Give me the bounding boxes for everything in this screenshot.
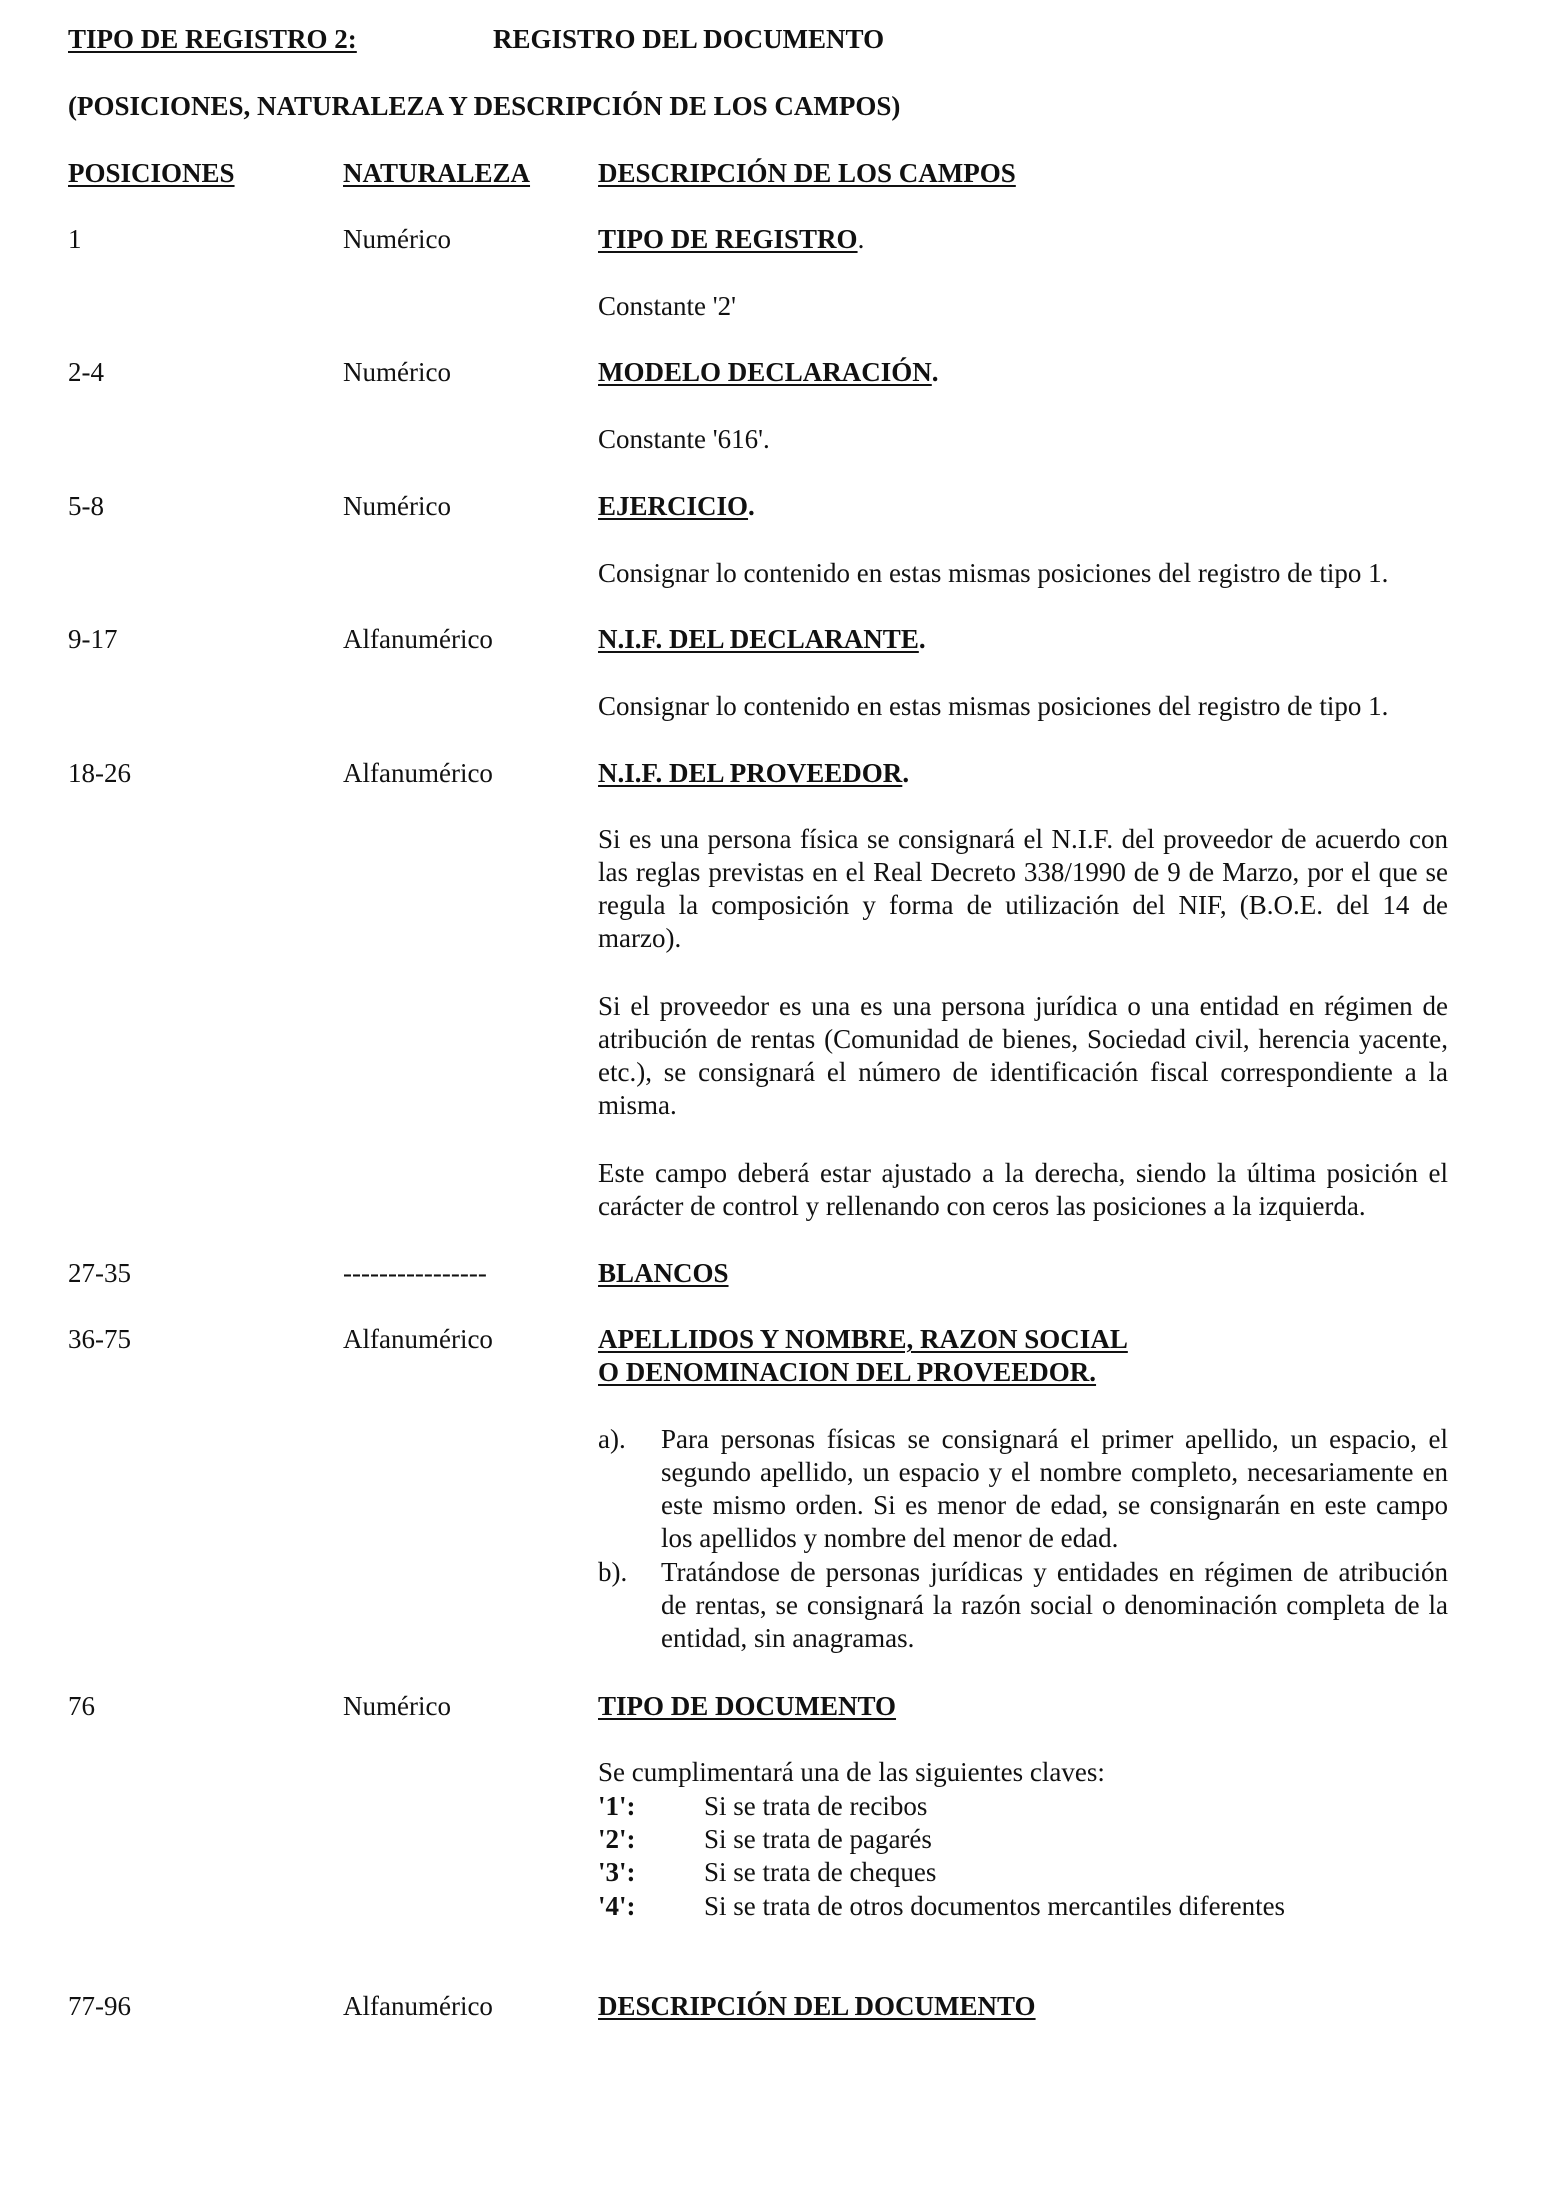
field-nature: Numérico bbox=[343, 491, 451, 521]
field-position: 1 bbox=[68, 224, 82, 254]
field-nature: Alfanumérico bbox=[343, 624, 493, 654]
field-nature: ---------------- bbox=[343, 1258, 487, 1288]
field-nature: Numérico bbox=[343, 357, 451, 387]
field-description-paragraph: Si es una persona física se consignará el N.I.F. del proveedor de acuerdo con las reglas previstas en el Real Decreto 338/1990 de 9 de Marzo, por el que se regula la composición y forma de utilización del NIF, (B.O.E. del 14 de marzo). bbox=[598, 824, 1448, 953]
field-title: BLANCOS bbox=[598, 1258, 729, 1288]
key-meaning: Si se trata de cheques bbox=[704, 1857, 937, 1887]
field-position: 77-96 bbox=[68, 1991, 131, 2021]
list-marker: b). bbox=[598, 1557, 628, 1587]
record-type-title: REGISTRO DEL DOCUMENTO bbox=[493, 24, 885, 54]
field-title-suffix: . bbox=[748, 491, 755, 521]
field-title-text: N.I.F. DEL PROVEEDOR bbox=[598, 758, 903, 788]
key-code: '4': bbox=[598, 1891, 636, 1921]
field-title: TIPO DE DOCUMENTO bbox=[598, 1691, 897, 1721]
field-title-line2: O DENOMINACION DEL PROVEEDOR. bbox=[598, 1357, 1097, 1387]
field-title bbox=[598, 757, 909, 790]
field-description: Constante '616'. bbox=[598, 424, 770, 454]
key-code: '1': bbox=[598, 1791, 636, 1821]
column-header-nature: NATURALEZA bbox=[343, 158, 531, 188]
field-title-suffix: . bbox=[931, 357, 939, 387]
field-title: APELLIDOS Y NOMBRE, RAZON SOCIAL bbox=[598, 1324, 1128, 1354]
field-title-suffix: . bbox=[857, 224, 865, 254]
field-nature: Numérico bbox=[343, 224, 451, 254]
key-meaning: Si se trata de pagarés bbox=[704, 1824, 932, 1854]
key-code: '2': bbox=[598, 1824, 636, 1854]
list-text: Para personas físicas se consignará el primer apellido, un espacio, el segundo apellido, un espacio y el nombre completo, necesariamente en este mismo orden. Si es menor de edad, se consignarán en este campo los apellidos y nombre del menor de edad. bbox=[661, 1424, 1448, 1553]
field-title-suffix: . bbox=[918, 624, 926, 654]
column-header-description: DESCRIPCIÓN DE LOS CAMPOS bbox=[598, 158, 1016, 188]
key-meaning: Si se trata de recibos bbox=[704, 1791, 928, 1821]
field-title-text: MODELO DECLARACIÓN bbox=[598, 357, 932, 387]
field-title-suffix: . bbox=[902, 758, 910, 788]
field-description: Se cumplimentará una de las siguientes claves: bbox=[598, 1757, 1105, 1787]
field-title-text: TIPO DE REGISTRO bbox=[598, 224, 858, 254]
field-position: 9-17 bbox=[68, 624, 118, 654]
list-marker: a). bbox=[598, 1424, 626, 1454]
field-position: 36-75 bbox=[68, 1324, 131, 1354]
field-nature: Alfanumérico bbox=[343, 1324, 493, 1354]
field-title bbox=[598, 223, 864, 256]
field-description-paragraph: Si el proveedor es una es una persona jurídica o una entidad en régimen de atribución de rentas (Comunidad de bienes, Sociedad civil, herencia yacente, etc.), se consignará el número de identificación fiscal correspondiente a la misma. bbox=[598, 991, 1448, 1120]
field-description: Constante '2' bbox=[598, 291, 736, 321]
field-title: DESCRIPCIÓN DEL DOCUMENTO bbox=[598, 1991, 1036, 2021]
column-header-positions: POSICIONES bbox=[68, 158, 235, 188]
field-nature: Alfanumérico bbox=[343, 758, 493, 788]
field-position: 2-4 bbox=[68, 357, 104, 387]
field-description: Consignar lo contenido en estas mismas posiciones del registro de tipo 1. bbox=[598, 691, 1389, 721]
field-title-text: EJERCICIO bbox=[598, 491, 749, 521]
field-position: 76 bbox=[68, 1691, 95, 1721]
field-title bbox=[598, 490, 755, 523]
key-meaning: Si se trata de otros documentos mercantiles diferentes bbox=[704, 1891, 1286, 1921]
field-description: Consignar lo contenido en estas mismas posiciones del registro de tipo 1. bbox=[598, 558, 1389, 588]
field-nature: Alfanumérico bbox=[343, 1991, 493, 2021]
document-subtitle: (POSICIONES, NATURALEZA Y DESCRIPCIÓN DE LOS CAMPOS) bbox=[68, 91, 901, 121]
field-position: 5-8 bbox=[68, 491, 104, 521]
list-text: Tratándose de personas jurídicas y entidades en régimen de atribución de rentas, se consignará la razón social o denominación completa de la entidad, sin anagramas. bbox=[661, 1557, 1448, 1653]
field-position: 18-26 bbox=[68, 758, 131, 788]
field-title bbox=[598, 623, 926, 656]
field-description-paragraph: Este campo deberá estar ajustado a la derecha, siendo la última posición el carácter de control y rellenando con ceros las posiciones a la izquierda. bbox=[598, 1158, 1448, 1221]
field-nature: Numérico bbox=[343, 1691, 451, 1721]
record-type-label: TIPO DE REGISTRO 2: bbox=[68, 24, 357, 54]
key-code: '3': bbox=[598, 1857, 636, 1887]
field-title bbox=[598, 356, 939, 389]
field-position: 27-35 bbox=[68, 1258, 131, 1288]
field-title-text: N.I.F. DEL DECLARANTE bbox=[598, 624, 919, 654]
